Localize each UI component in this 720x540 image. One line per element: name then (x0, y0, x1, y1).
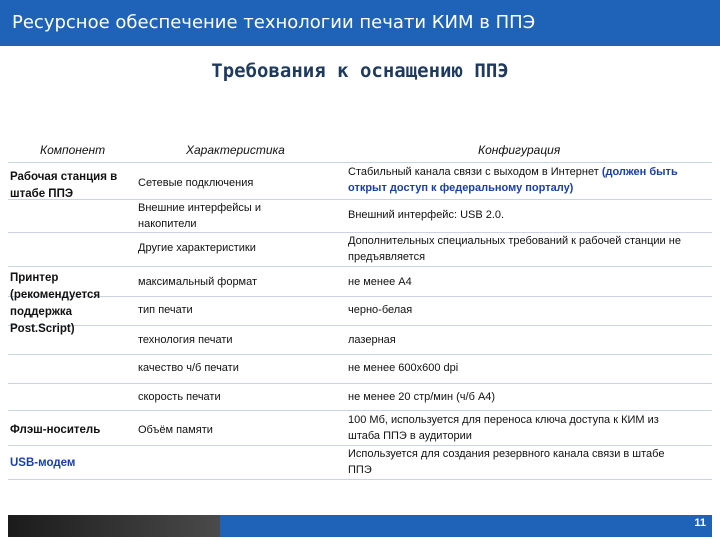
column-header-configuration: Конфигурация (478, 143, 561, 157)
page-number: 11 (694, 517, 706, 529)
footer-bar-dark (8, 515, 220, 537)
slide-header-bar (0, 0, 720, 46)
component-usb-modem: USB-модем (10, 457, 76, 469)
row-divider (8, 410, 712, 411)
configuration-cell: лазерная (348, 334, 396, 346)
configuration-cell: не менее А4 (348, 276, 412, 288)
configuration-cell: черно-белая (348, 304, 413, 316)
footer-bar-accent (220, 515, 712, 537)
column-header-component: Компонент (40, 143, 106, 157)
configuration-cell: Внешний интерфейс: USB 2.0. (348, 209, 505, 221)
configuration-text: Стабильный канала связи с выходом в Интернет (348, 166, 599, 178)
configuration-cell: не менее 600х600 dpi (348, 362, 459, 374)
row-divider (8, 354, 712, 355)
configuration-highlight: (должен быть открыт доступ к федеральному порталу) (348, 166, 678, 194)
row-divider (8, 266, 712, 267)
characteristic-cell: Объём памяти (138, 424, 213, 436)
characteristic-cell: тип печати (138, 304, 193, 316)
characteristic-cell: Другие характеристики (138, 242, 256, 254)
component-printer-label: Принтер (10, 272, 59, 284)
column-header-characteristic: Характеристика (186, 143, 285, 157)
component-printer (10, 270, 128, 338)
characteristic-cell: скорость печати (138, 391, 221, 403)
row-divider (8, 162, 712, 163)
configuration-cell: не менее 20 стр/мин (ч/б А4) (348, 391, 496, 403)
configuration-cell (348, 164, 698, 196)
component-workstation: Рабочая станция в штабе ППЭ (10, 171, 118, 200)
slide-title: Ресурсное обеспечение технологии печати КИМ в ППЭ (12, 12, 536, 33)
configuration-cell: Используется для создания резервного канала связи в штабе ППЭ (348, 448, 665, 476)
component-flash-drive: Флэш-носитель (10, 424, 101, 436)
characteristic-cell: технология печати (138, 334, 233, 346)
row-divider (8, 479, 712, 480)
component-printer-note: (рекомендуется поддержка Post.Script) (10, 289, 101, 335)
characteristic-cell: Сетевые подключения (138, 177, 254, 189)
characteristic-cell: максимальный формат (138, 276, 258, 288)
slide-subtitle: Требования к оснащению ППЭ (211, 60, 509, 82)
configuration-cell: 100 Мб, используется для переноса ключа доступа к КИМ из штаба ППЭ в аудитории (348, 414, 659, 442)
characteristic-cell: качество ч/б печати (138, 362, 239, 374)
configuration-cell: Дополнительных специальных требований к рабочей станции не предъявляется (348, 235, 681, 263)
row-divider (8, 383, 712, 384)
characteristic-cell: Внешние интерфейсы и накопители (138, 202, 262, 230)
